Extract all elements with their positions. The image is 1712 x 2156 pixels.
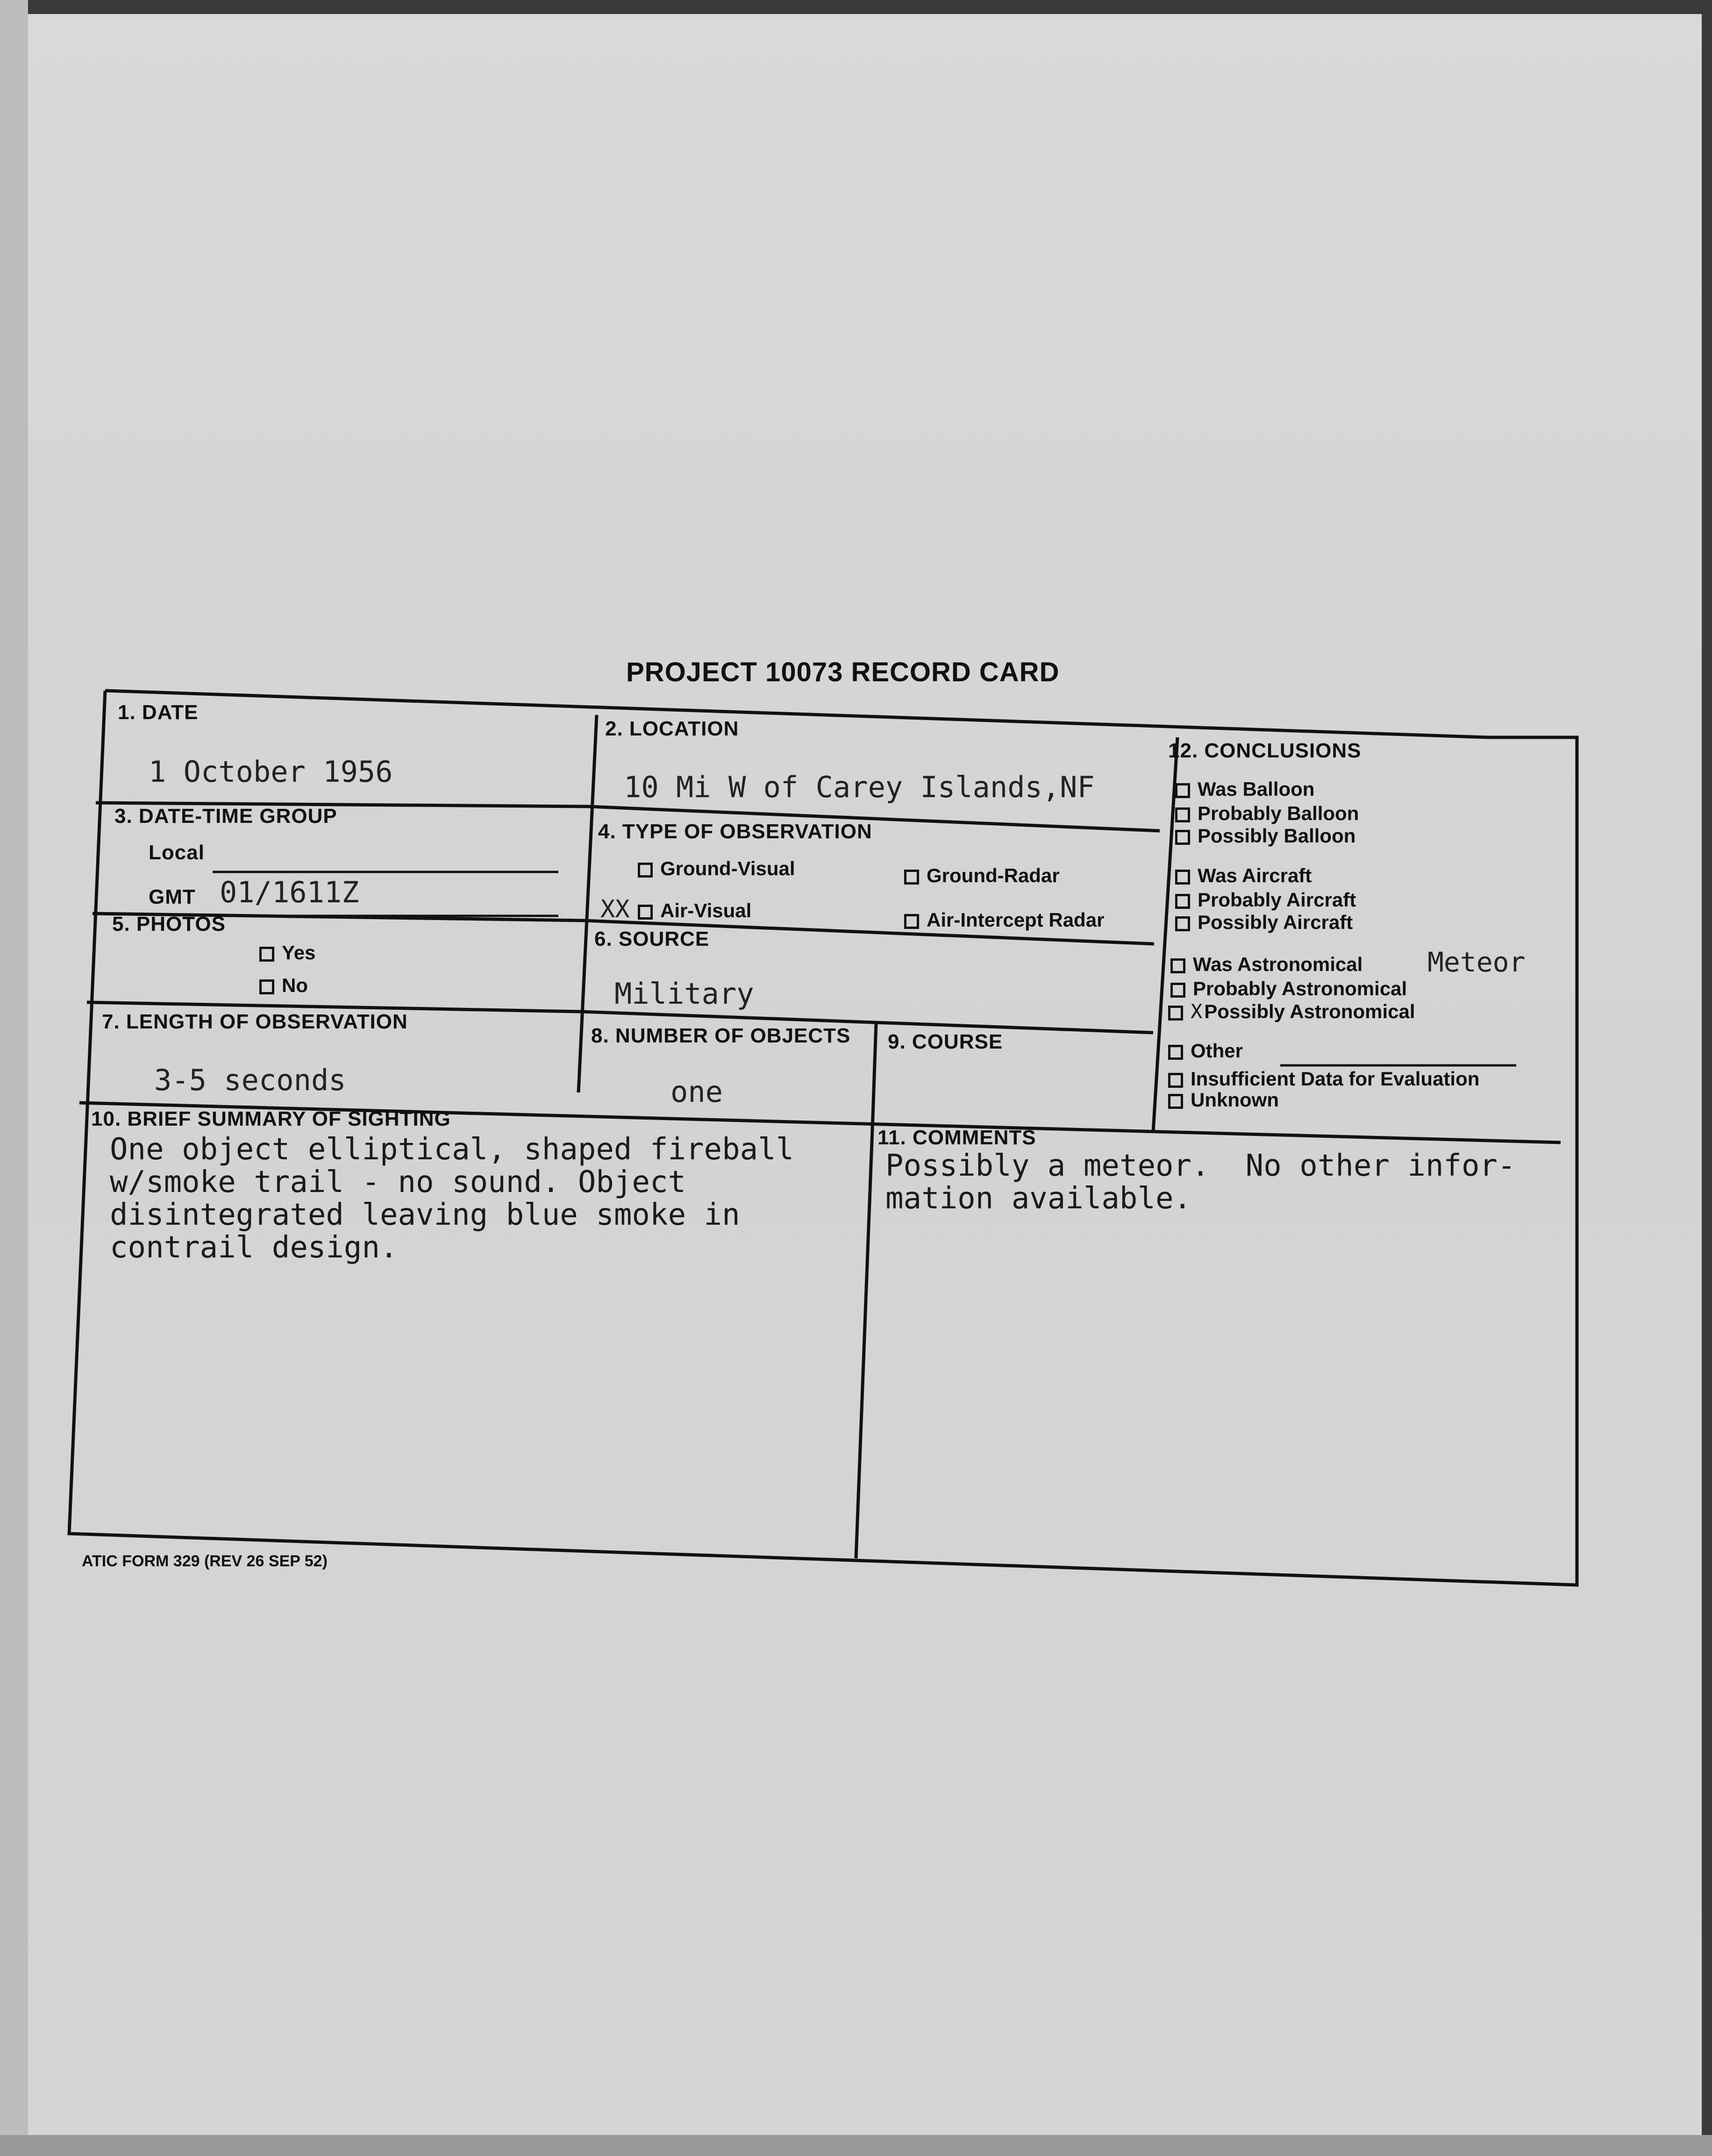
- checkbox-icon: [1175, 830, 1190, 845]
- conclusion-probably-balloon: Probably Balloon: [1175, 802, 1359, 825]
- checkbox-icon: [1175, 807, 1190, 822]
- scan-edge-bottom: [0, 2135, 1712, 2156]
- summary-line: disintegrated leaving blue smoke in: [110, 1198, 740, 1232]
- checkbox-icon: [638, 863, 653, 878]
- checkbox-icon: [259, 979, 274, 994]
- checkbox-icon: [1168, 1073, 1183, 1088]
- length-value: 3-5 seconds: [154, 1063, 346, 1097]
- astronomical-note: Meteor: [1427, 946, 1526, 978]
- conclusion-possibly-aircraft: Possibly Aircraft: [1175, 911, 1353, 934]
- conclusion-possibly-astronomical: XPossibly Astronomical: [1168, 1000, 1415, 1023]
- checkbox-icon: [1175, 783, 1190, 798]
- option-air-visual: Air-Visual: [638, 900, 751, 922]
- option-ground-visual: Ground-Visual: [638, 857, 795, 880]
- photos-no-option: No: [259, 974, 308, 997]
- checkbox-icon: [1175, 894, 1190, 909]
- checkbox-icon: [1168, 1006, 1183, 1021]
- length-label: 7. LENGTH OF OBSERVATION: [102, 1010, 408, 1033]
- scan-edge-top: [0, 0, 1712, 14]
- checkbox-icon: [904, 870, 919, 885]
- checkbox-icon: [1175, 916, 1190, 931]
- source-value: Military: [614, 977, 754, 1011]
- gmt-value: 01/1611Z: [220, 875, 359, 909]
- option-ground-radar: Ground-Radar: [904, 864, 1060, 887]
- option-air-intercept-radar: Air-Intercept Radar: [904, 909, 1104, 931]
- date-value: 1 October 1956: [149, 755, 393, 789]
- photos-label: 5. PHOTOS: [112, 913, 226, 935]
- gmt-label: GMT: [149, 885, 196, 908]
- conclusion-possibly-balloon: Possibly Balloon: [1175, 825, 1355, 847]
- conclusion-probably-astronomical: Probably Astronomical: [1170, 978, 1407, 1000]
- date-time-group-label: 3. DATE-TIME GROUP: [114, 805, 337, 828]
- air-visual-mark: XX: [600, 895, 630, 923]
- form-number: ATIC FORM 329 (REV 26 SEP 52): [82, 1552, 328, 1570]
- conclusions-label: 12. CONCLUSIONS: [1168, 739, 1362, 762]
- conclusion-insufficient-data: Insufficient Data for Evaluation: [1168, 1068, 1479, 1090]
- summary-line: w/smoke trail - no sound. Object: [110, 1165, 686, 1199]
- number-of-objects-label: 8. NUMBER OF OBJECTS: [591, 1024, 851, 1047]
- photos-yes-option: Yes: [259, 942, 315, 964]
- checkbox-icon: [259, 947, 274, 962]
- comments-text: [885, 1149, 1516, 1215]
- checkbox-icon: [1170, 983, 1185, 998]
- source-label: 6. SOURCE: [594, 928, 710, 950]
- location-value: 10 Mi W of Carey Islands,NF: [624, 770, 1095, 804]
- conclusion-was-aircraft: Was Aircraft: [1175, 864, 1312, 887]
- date-label: 1. DATE: [118, 701, 199, 724]
- conclusion-was-balloon: Was Balloon: [1175, 778, 1314, 800]
- number-of-objects-value: one: [671, 1075, 723, 1109]
- summary-label: 10. BRIEF SUMMARY OF SIGHTING: [91, 1107, 451, 1130]
- local-time-label: Local: [149, 841, 205, 864]
- scan-edge-left: [0, 0, 28, 2156]
- possibly-astronomical-mark: X: [1191, 1000, 1203, 1023]
- comments-label: 11. COMMENTS: [877, 1126, 1036, 1149]
- summary-line: One object elliptical, shaped fireball: [110, 1132, 794, 1167]
- checkbox-icon: [1175, 870, 1190, 885]
- summary-line: contrail design.: [110, 1230, 398, 1265]
- conclusion-was-astronomical: Was Astronomical: [1170, 953, 1362, 976]
- comments-line: mation available.: [885, 1181, 1192, 1216]
- checkbox-icon: [1170, 958, 1185, 973]
- comments-line: Possibly a meteor. No other infor-: [885, 1149, 1516, 1183]
- scan-edge-right: [1702, 0, 1712, 2156]
- conclusion-unknown: Unknown: [1168, 1089, 1279, 1111]
- conclusion-probably-aircraft: Probably Aircraft: [1175, 889, 1356, 911]
- checkbox-icon: [638, 905, 653, 920]
- conclusion-other: Other: [1168, 1040, 1243, 1062]
- course-label: 9. COURSE: [888, 1030, 1003, 1053]
- checkbox-icon: [904, 914, 919, 929]
- checkbox-icon: [1168, 1045, 1183, 1060]
- card-title: PROJECT 10073 RECORD CARD: [626, 657, 1060, 687]
- checkbox-icon: [1168, 1094, 1183, 1109]
- type-of-observation-label: 4. TYPE OF OBSERVATION: [598, 820, 872, 843]
- summary-text: [110, 1133, 794, 1264]
- location-label: 2. LOCATION: [605, 717, 739, 740]
